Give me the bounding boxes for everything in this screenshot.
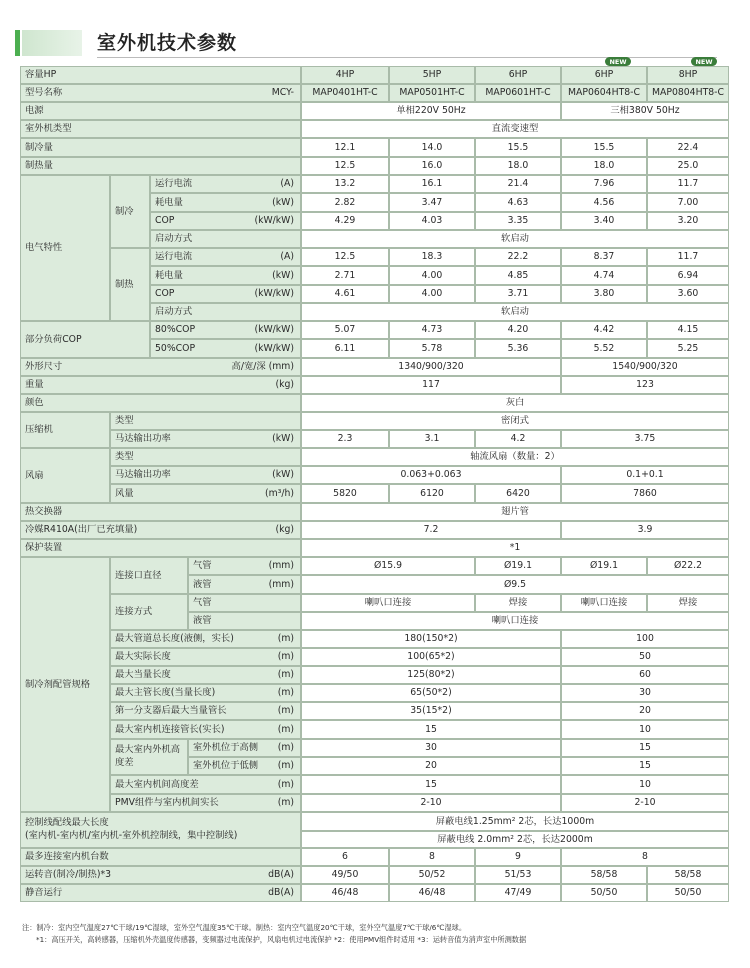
row-label: 启动方式 (150, 230, 301, 248)
value-cell: 51/53 (475, 866, 561, 884)
value-cell: 3.75 (561, 430, 729, 448)
value-cell: 50/50 (647, 884, 729, 902)
model-name-header: MAP0804HT8-C (647, 84, 729, 102)
value-cell: 16.0 (389, 157, 475, 175)
value-cell: 18.0 (561, 157, 647, 175)
note-footnotes: *1：高压开关，高转感器，压缩机外壳温度传感器，变频器过电流保护，风扇电机过电流保护 *2：使用PMV组件时适用 *3：运转音值为消声室中所测数据 (36, 935, 527, 944)
value-cell: 6.11 (301, 339, 389, 358)
value-cell: 4.03 (389, 212, 475, 230)
value-cell: 7.2 (301, 521, 561, 539)
value-cell: 65(50*2) (301, 684, 561, 702)
value-cell: 6 (301, 848, 389, 866)
value-cell: 117 (301, 376, 561, 394)
value-cell: 1540/900/320 (561, 358, 729, 376)
row-label: 耗电量 (kW) (150, 193, 301, 212)
value-cell: 5820 (301, 484, 389, 503)
value-cell: 11.7 (647, 248, 729, 266)
row-label: 马达输出功率 (kW) (110, 466, 301, 484)
value-cell: 18.0 (475, 157, 561, 175)
row-label: 容量HP (20, 66, 301, 84)
unit-label: (mm) (268, 578, 294, 590)
row-label: 50%COP (kW/kW) (150, 339, 301, 358)
new-badge-8hp: NEW (691, 57, 717, 66)
unit-label: (kW/kW) (254, 324, 294, 336)
page-title: 室外机技术参数 (97, 32, 238, 54)
value-cell: 21.4 (475, 175, 561, 193)
unit-label: (m) (277, 797, 294, 809)
value-cell: 轴流风扇（数量：2） (301, 448, 729, 466)
row-label: COP (kW/kW) (150, 285, 301, 303)
value-cell: Ø19.1 (475, 557, 561, 575)
unit-label: (m) (277, 669, 294, 681)
note-conditions: 注：制冷：室内空气温度27℃干球/19℃湿球，室外空气温度35℃干球。制热：室内空气温度20℃干球，室外空气温度7℃干球/6℃湿球。 (22, 923, 467, 932)
value-cell: 50 (561, 648, 729, 666)
model-name-header: MAP0604HT8-C (561, 84, 647, 102)
value-cell: 46/48 (301, 884, 389, 902)
group-label: 风扇 (20, 448, 110, 503)
value-cell: 3.40 (561, 212, 647, 230)
value-cell: 15 (561, 757, 729, 775)
value-cell: 软启动 (301, 230, 729, 248)
value-cell: 4.15 (647, 321, 729, 339)
unit-label: (kg) (275, 524, 294, 536)
group-label: 部分负荷COP (20, 321, 150, 358)
row-label: 室外机位于高侧 (m) (188, 739, 301, 757)
model-prefix: MCY- (271, 87, 294, 99)
unit-label: (kW) (272, 433, 294, 445)
row-label: 热交换器 (20, 503, 301, 521)
unit-label: (kW/kW) (254, 342, 294, 354)
value-cell: 5.07 (301, 321, 389, 339)
value-cell: 8 (389, 848, 475, 866)
value-cell: 5.36 (475, 339, 561, 358)
value-cell: 软启动 (301, 303, 729, 321)
unit-label: (kW/kW) (254, 288, 294, 300)
header-tab-decoration (22, 30, 82, 56)
value-cell: 7.00 (647, 193, 729, 212)
value-cell: 58/58 (647, 866, 729, 884)
row-label: 型号名称 MCY- (20, 84, 301, 102)
group-label: 最大室内外机高度差 (110, 739, 188, 775)
value-cell: 11.7 (647, 175, 729, 193)
model-hp-header: 4HP (301, 66, 389, 84)
value-cell: 4.74 (561, 266, 647, 285)
value-cell: 22.2 (475, 248, 561, 266)
value-cell: Ø19.1 (561, 557, 647, 575)
model-hp-header: 6HP (561, 66, 647, 84)
row-label: 外形尺寸 高/宽/深 (mm) (20, 358, 301, 376)
row-label: 最大当量长度 (m) (110, 666, 301, 684)
unit-label: (kW) (272, 196, 294, 208)
value-cell: 3.1 (389, 430, 475, 448)
unit-label: (A) (280, 178, 294, 190)
value-cell: 46/48 (389, 884, 475, 902)
unit-label: (m) (277, 742, 294, 754)
value-cell: 15 (301, 720, 561, 739)
unit-label: (kg) (275, 379, 294, 391)
value-cell: 4.85 (475, 266, 561, 285)
row-label: 风量 (m³/h) (110, 484, 301, 503)
row-label: 耗电量 (kW) (150, 266, 301, 285)
group-label: 连接口直径 (110, 557, 188, 594)
value-cell: 123 (561, 376, 729, 394)
row-label: 静音运行 dB(A) (20, 884, 301, 902)
value-cell: 50/52 (389, 866, 475, 884)
value-cell: 3.20 (647, 212, 729, 230)
value-cell: 25.0 (647, 157, 729, 175)
unit-label: (kW/kW) (254, 215, 294, 227)
group-label: 电气特性 (20, 175, 110, 321)
value-cell: 49/50 (301, 866, 389, 884)
model-name-header: MAP0501HT-C (389, 84, 475, 102)
value-cell: 3.35 (475, 212, 561, 230)
value-cell: 3.47 (389, 193, 475, 212)
value-cell: 3.60 (647, 285, 729, 303)
row-label: 类型 (110, 448, 301, 466)
value-cell: 10 (561, 775, 729, 794)
model-hp-header: 6HP (475, 66, 561, 84)
value-cell: 6120 (389, 484, 475, 503)
value-cell: 16.1 (389, 175, 475, 193)
value-cell: 125(80*2) (301, 666, 561, 684)
row-label: 最大室内机间高度差 (m) (110, 775, 301, 794)
value-cell: 10 (561, 720, 729, 739)
row-label: 最大管道总长度(液侧，实长) (m) (110, 630, 301, 648)
row-label: 80%COP (kW/kW) (150, 321, 301, 339)
unit-label: (m) (277, 687, 294, 699)
value-cell: 4.42 (561, 321, 647, 339)
value-cell: 喇叭口连接 (561, 594, 647, 612)
value-cell: 35(15*2) (301, 702, 561, 720)
row-label: 启动方式 (150, 303, 301, 321)
row-label: PMV组件与室内机间实长 (m) (110, 794, 301, 812)
unit-label: (m) (277, 723, 294, 735)
value-cell: 屏蔽电线 2.0mm² 2芯，长达2000m (301, 831, 729, 848)
value-cell: 12.1 (301, 138, 389, 157)
header-accent-bar (15, 30, 20, 56)
unit-label: (A) (280, 251, 294, 263)
unit-label: (m) (277, 705, 294, 717)
value-cell: 4.56 (561, 193, 647, 212)
value-cell: Ø22.2 (647, 557, 729, 575)
value-cell: 焊接 (647, 594, 729, 612)
unit-label: (kW) (272, 269, 294, 281)
row-label: 制冷量 (20, 138, 301, 157)
value-cell: 22.4 (647, 138, 729, 157)
value-cell: 7860 (561, 484, 729, 503)
value-cell: 180(150*2) (301, 630, 561, 648)
unit-label: (m) (277, 760, 294, 772)
value-cell: 15.5 (475, 138, 561, 157)
ctrl-wire-note: (室内机-室内机/室内机-室外机控制线，集中控制线) (25, 830, 238, 841)
model-name-header: MAP0601HT-C (475, 84, 561, 102)
unit-label: (m) (277, 651, 294, 663)
value-cell: 2-10 (561, 794, 729, 812)
section-header (15, 24, 715, 56)
group-label: 制冷 (110, 175, 150, 248)
value-cell: 15.5 (561, 138, 647, 157)
value-cell: 7.96 (561, 175, 647, 193)
row-label: 最大实际长度 (m) (110, 648, 301, 666)
value-cell: 100(65*2) (301, 648, 561, 666)
value-cell: 3.9 (561, 521, 729, 539)
row-label: 最大主管长度(当量长度) (m) (110, 684, 301, 702)
value-cell: 2.71 (301, 266, 389, 285)
row-label: 液管 (mm) (188, 575, 301, 594)
value-cell: 屏蔽电线1.25mm² 2芯，长达1000m (301, 812, 729, 831)
model-name-header: MAP0401HT-C (301, 84, 389, 102)
value-cell: 密闭式 (301, 412, 729, 430)
value-cell: 3.80 (561, 285, 647, 303)
row-label: 最大室内机连接管长(实长) (m) (110, 720, 301, 739)
value-cell: 4.61 (301, 285, 389, 303)
value-cell: 6420 (475, 484, 561, 503)
value-cell: 5.25 (647, 339, 729, 358)
row-label: 制热量 (20, 157, 301, 175)
new-badge-6hp: NEW (605, 57, 631, 66)
unit-label: (m³/h) (264, 487, 294, 499)
value-cell: 翅片管 (301, 503, 729, 521)
model-hp-header: 5HP (389, 66, 475, 84)
group-label: 制热 (110, 248, 150, 321)
value-cell: 13.2 (301, 175, 389, 193)
unit-label: (kW) (272, 469, 294, 481)
value-cell: 4.00 (389, 285, 475, 303)
unit-label: 高/宽/深 (mm) (231, 361, 294, 373)
group-label (20, 812, 301, 848)
value-cell: 30 (561, 684, 729, 702)
unit-label: dB(A) (268, 869, 294, 881)
unit-label: (m) (277, 778, 294, 790)
value-cell: 8 (561, 848, 729, 866)
value-cell: 3.71 (475, 285, 561, 303)
power-single-phase: 单相220V 50Hz (301, 102, 561, 120)
row-label: 气管 (188, 594, 301, 612)
value-cell: 4.2 (475, 430, 561, 448)
row-label: 马达输出功率 (kW) (110, 430, 301, 448)
spec-table (20, 57, 729, 919)
footnotes (22, 923, 732, 947)
value-cell: 60 (561, 666, 729, 684)
row-label: COP (kW/kW) (150, 212, 301, 230)
value-cell: Ø9.5 (301, 575, 729, 594)
value-cell: 20 (561, 702, 729, 720)
value-cell: 喇叭口连接 (301, 612, 729, 630)
value-cell: 5.52 (561, 339, 647, 358)
row-label: 类型 (110, 412, 301, 430)
value-cell: 30 (301, 739, 561, 757)
value-cell: 4.73 (389, 321, 475, 339)
ctrl-wire-label: 控制线配线最大长度 (25, 817, 109, 829)
row-label: 电源 (20, 102, 301, 120)
value-cell: 50/50 (561, 884, 647, 902)
value-cell: 2.82 (301, 193, 389, 212)
model-hp-header: 8HP (647, 66, 729, 84)
row-label: 室外机位于低侧 (m) (188, 757, 301, 775)
value-cell: 0.063+0.063 (301, 466, 561, 484)
value-cell: 2.3 (301, 430, 389, 448)
value-cell: 2-10 (301, 794, 561, 812)
row-label: 保护装置 (20, 539, 301, 557)
value-cell: 灰白 (301, 394, 729, 412)
value-cell: 15 (561, 739, 729, 757)
unit-label: (m) (277, 633, 294, 645)
value-cell: 9 (475, 848, 561, 866)
value-cell: 14.0 (389, 138, 475, 157)
value-cell: 4.00 (389, 266, 475, 285)
value-cell: *1 (301, 539, 729, 557)
value-cell: 直流变速型 (301, 120, 729, 138)
row-label: 冷媒R410A(出厂已充填量) (kg) (20, 521, 301, 539)
row-label: 运行电流 (A) (150, 248, 301, 266)
value-cell: 12.5 (301, 248, 389, 266)
unit-label: (mm) (268, 560, 294, 572)
value-cell: 47/49 (475, 884, 561, 902)
row-label: 运转音(制冷/制热)*3 dB(A) (20, 866, 301, 884)
value-cell: 喇叭口连接 (301, 594, 475, 612)
group-label: 压缩机 (20, 412, 110, 448)
value-cell: 100 (561, 630, 729, 648)
value-cell: 20 (301, 757, 561, 775)
value-cell: 6.94 (647, 266, 729, 285)
row-label: 室外机类型 (20, 120, 301, 138)
value-cell: Ø15.9 (301, 557, 475, 575)
row-label: 最多连接室内机台数 (20, 848, 301, 866)
value-cell: 58/58 (561, 866, 647, 884)
group-label: 制冷剂配管规格 (20, 557, 110, 812)
row-label: 运行电流 (A) (150, 175, 301, 193)
row-label: 气管 (mm) (188, 557, 301, 575)
row-label: 重量 (kg) (20, 376, 301, 394)
value-cell: 15 (301, 775, 561, 794)
value-cell: 18.3 (389, 248, 475, 266)
value-cell: 0.1+0.1 (561, 466, 729, 484)
value-cell: 4.20 (475, 321, 561, 339)
value-cell: 1340/900/320 (301, 358, 561, 376)
row-label: 第一分支器后最大当量管长 (m) (110, 702, 301, 720)
value-cell: 4.29 (301, 212, 389, 230)
value-cell: 焊接 (475, 594, 561, 612)
value-cell: 5.78 (389, 339, 475, 358)
group-label: 连接方式 (110, 594, 188, 630)
row-label: 颜色 (20, 394, 301, 412)
unit-label: dB(A) (268, 887, 294, 899)
value-cell: 12.5 (301, 157, 389, 175)
value-cell: 4.63 (475, 193, 561, 212)
value-cell: 8.37 (561, 248, 647, 266)
power-three-phase: 三相380V 50Hz (561, 102, 729, 120)
row-label: 液管 (188, 612, 301, 630)
